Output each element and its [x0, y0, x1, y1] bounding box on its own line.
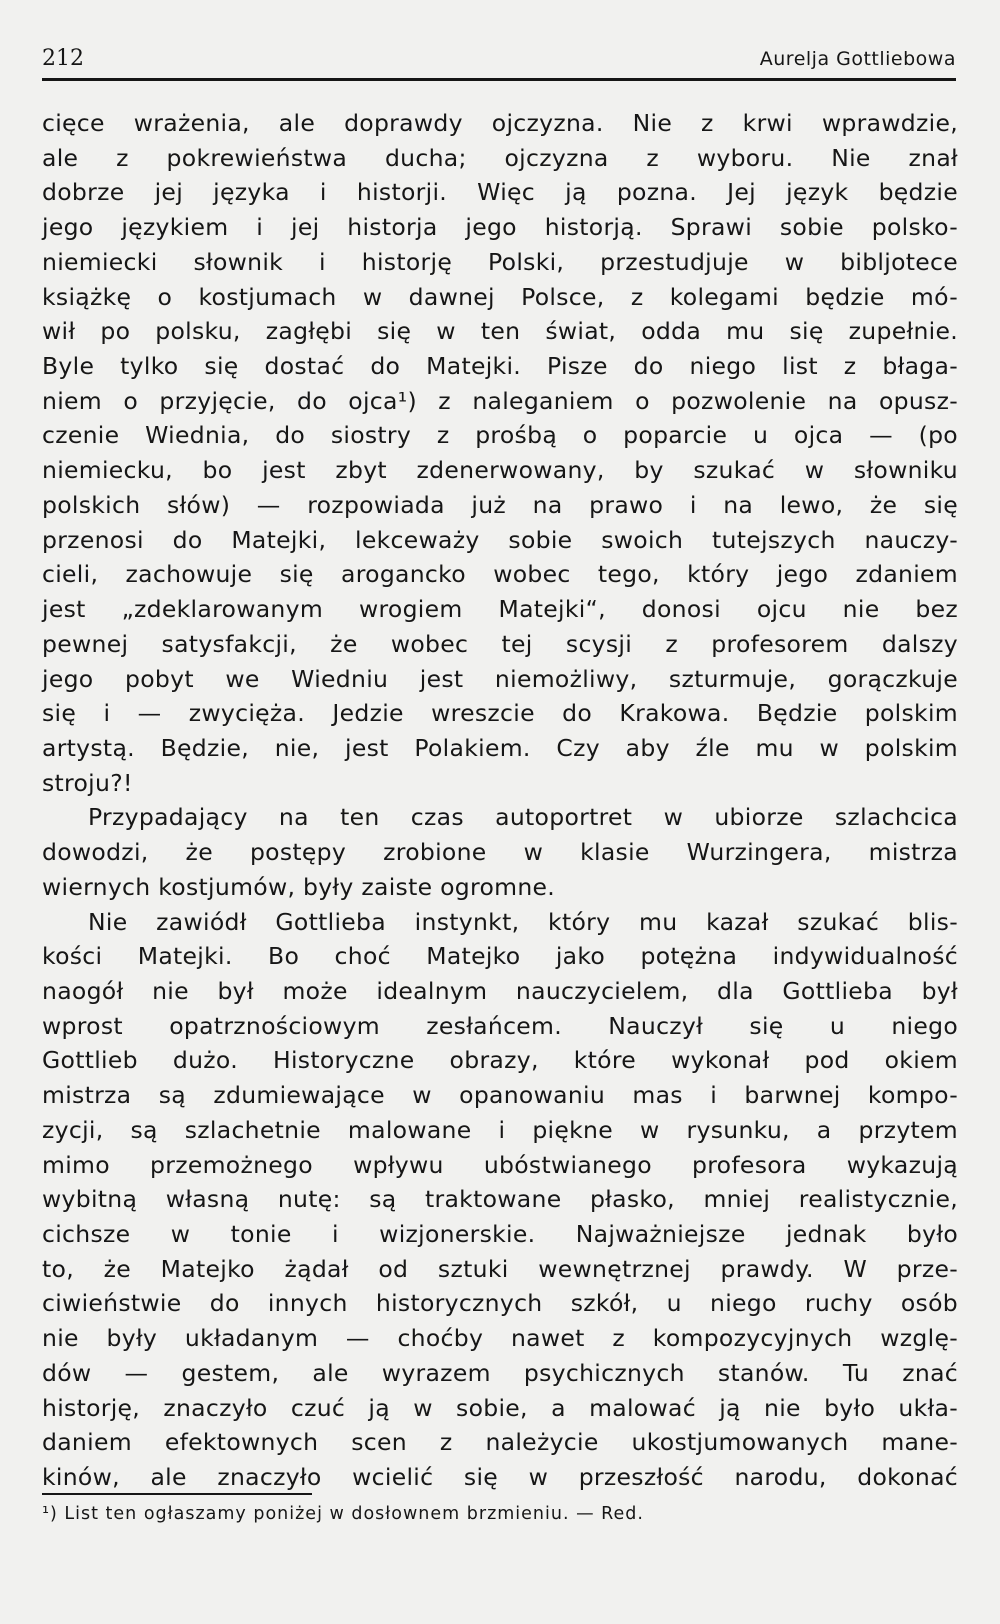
footnote: ¹) List ten ogłaszamy poniżej w dosłownem brzmieniu. — Red.: [42, 1504, 644, 1524]
header-rule: [42, 78, 956, 81]
text-line: zycji, są szlachetnie malowane i piękne w rysunku, a przytem: [42, 1115, 958, 1144]
text-line: ale z pokrewieństwa ducha; ojczyzna z wyboru. Nie znał: [42, 143, 958, 172]
text-line: wiernych kostjumów, były zaiste ogromne.: [42, 872, 556, 901]
text-line: dowodzi, że postępy zrobione w klasie Wurzingera, mistrza: [42, 838, 958, 867]
text-line: jest „zdeklarowanym wrogiem Matejki“, donosi ojcu nie bez: [42, 595, 958, 624]
text-line: historję, znaczyło czuć ją w sobie, a malować ją nie było ukła-: [42, 1393, 958, 1422]
text-line: Gottlieb dużo. Historyczne obrazy, które wykonał pod okiem: [42, 1046, 958, 1075]
running-head: Aurelja Gottliebowa: [759, 48, 956, 70]
text-line: wprost opatrznościowym zesłańcem. Nauczył się u niego: [42, 1011, 958, 1040]
page-header: [42, 44, 956, 78]
text-line: niem o przyjęcie, do ojca¹) z naleganiem o pozwolenie na opusz-: [42, 386, 958, 415]
text-line: dów — gestem, ale wyrazem psychicznych stanów. Tu znać: [42, 1358, 958, 1387]
text-line: Byle tylko się dostać do Matejki. Pisze do niego list z błaga-: [42, 352, 958, 381]
text-line: to, że Matejko żądał od sztuki wewnętrznej prawdy. W prze-: [42, 1254, 958, 1283]
page-number: 212: [42, 46, 84, 71]
text-line: ciwieństwie do innych historycznych szkół, u niego ruchy osób: [42, 1289, 958, 1318]
text-line: niemiecku, bo jest zbyt zdenerwowany, by szukać w słowniku: [42, 456, 958, 485]
text-line: książkę o kostjumach w dawnej Polsce, z kolegami będzie mó-: [42, 282, 958, 311]
text-line: się i — zwycięża. Jedzie wreszcie do Krakowa. Będzie polskim: [42, 699, 958, 728]
text-line: jego językiem i jej historja jego historją. Sprawi sobie polsko-: [42, 213, 958, 242]
text-line: mistrza są zdumiewające w opanowaniu mas i barwnej kompo-: [42, 1081, 958, 1110]
footnote-rule: [42, 1493, 312, 1495]
text-line: przenosi do Matejki, lekceważy sobie swoich tutejszych nauczy-: [42, 525, 958, 554]
text-line: naogół nie był może idealnym nauczycielem, dla Gottlieba był: [42, 976, 958, 1005]
text-line: pewnej satysfakcji, że wobec tej scysji z profesorem dalszy: [42, 629, 958, 658]
text-line: mimo przemożnego wpływu ubóstwianego profesora wykazują: [42, 1150, 958, 1179]
body-text: [42, 106, 958, 1495]
text-line: Nie zawiódł Gottlieba instynkt, który mu kazał szukać blis-: [88, 907, 958, 936]
text-line: nie były układanym — choćby nawet z kompozycyjnych wzglę-: [42, 1324, 958, 1353]
text-line: polskich słów) — rozpowiada już na prawo i na lewo, że się: [42, 490, 958, 519]
text-line: stroju?!: [42, 768, 133, 797]
text-line: Przypadający na ten czas autoportret w ubiorze szlachcica: [88, 803, 958, 832]
text-line: kinów, ale znaczyło wcielić się w przeszłość narodu, dokonać: [42, 1463, 958, 1492]
text-line: wił po polsku, zagłębi się w ten świat, odda mu się zupełnie.: [42, 317, 958, 346]
text-line: czenie Wiednia, do siostry z prośbą o poparcie u ojca — (po: [42, 421, 958, 450]
text-line: wybitną własną nutę: są traktowane płasko, mniej realistycznie,: [42, 1185, 958, 1214]
text-line: artystą. Będzie, nie, jest Polakiem. Czy aby źle mu w polskim: [42, 733, 958, 762]
text-line: kości Matejki. Bo choć Matejko jako potężna indywidualność: [42, 942, 958, 971]
text-line: jego pobyt we Wiedniu jest niemożliwy, szturmuje, gorączkuje: [42, 664, 958, 693]
text-line: niemiecki słownik i historję Polski, przestudjuje w bibljotece: [42, 247, 958, 276]
text-line: cieli, zachowuje się arogancko wobec tego, który jego zdaniem: [42, 560, 958, 589]
text-line: cichsze w tonie i wizjonerskie. Najważniejsze jednak było: [42, 1220, 958, 1248]
text-line: cięce wrażenia, ale doprawdy ojczyzna. Nie z krwi wprawdzie,: [42, 109, 958, 137]
text-line: dobrze jej języka i historji. Więc ją pozna. Jej język będzie: [42, 178, 958, 207]
text-line: daniem efektownych scen z należycie ukostjumowanych mane-: [42, 1428, 958, 1457]
